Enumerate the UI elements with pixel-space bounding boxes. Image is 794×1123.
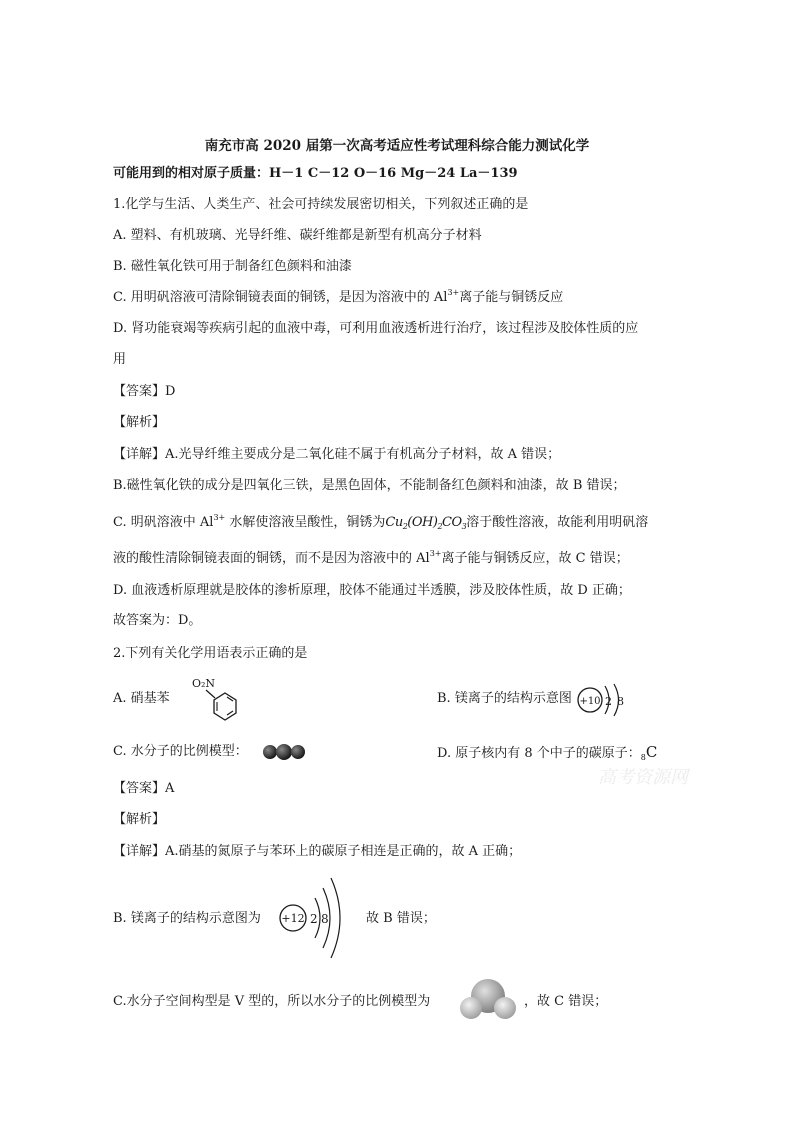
q1-detail-b: B.磁性氧化铁的成分是四氧化三铁，是黑色固体，不能制备红色颜料和油漆，故 B 错误； xyxy=(113,478,626,493)
q2-option-a xyxy=(113,690,170,708)
q2-detail-b-text: B. 镁离子的结构示意图为 xyxy=(113,911,261,926)
charge-sup: 3+ xyxy=(447,288,460,297)
q1-option-b: B. 磁性氧化铁可用于制备红色颜料和油漆 xyxy=(113,259,352,274)
nitrobenzene-structure xyxy=(175,673,245,725)
q2-option-a-text: A. 硝基苯 xyxy=(113,691,170,706)
q2-detail-c-text: C.水分子空间构型是 V 型的，所以水分子的比例模型为 xyxy=(113,994,431,1009)
q1-detail-a: 【详解】A.光导纤维主要成分是二氧化硅不属于有机高分子材料，故 A 错误； xyxy=(113,447,561,462)
q2-detail-b-post: 故 B 错误； xyxy=(366,911,436,926)
q2-option-d-text: D. 原子核内有 8 个中子的碳原子： xyxy=(437,746,641,761)
carbon-symbol: C xyxy=(645,743,658,761)
water-model-v-shape xyxy=(457,976,519,1026)
charge-sup: 3+ xyxy=(429,549,442,558)
shell-2: 8 xyxy=(321,912,329,926)
page-title: 南充市高 2020 届第一次高考适应性考试理科综合能力测试化学 xyxy=(204,138,590,154)
shell-2: 8 xyxy=(617,695,624,708)
nucleus-charge: +12 xyxy=(281,912,305,925)
q2-option-c: C. 水分子的比例模型： xyxy=(113,744,248,759)
q1-option-c xyxy=(113,289,563,307)
detail-c1-pre: C. 明矾溶液中 Al xyxy=(113,515,214,530)
q2-stem: 2.下列有关化学用语表示正确的是 xyxy=(113,646,308,661)
mg-ion-diagram-option xyxy=(575,680,635,720)
atomic-masses: 可能用到的相对原子质量：H－1 C－12 O－16 Mg－24 La－139 xyxy=(113,166,518,181)
mass-number: 8 xyxy=(640,753,646,762)
q1-option-c-post: 离子能与铜锈反应 xyxy=(459,290,564,305)
q1-conclusion: 故答案为：D。 xyxy=(113,613,202,628)
q1-detail-c1 xyxy=(113,514,648,532)
q2-option-d xyxy=(437,743,657,764)
q1-option-d: D. 肾功能衰竭等疾病引起的血液中毒，可利用血液透析进行治疗，该过程涉及胶体性质的应 xyxy=(113,321,639,336)
q1-option-d-cont: 用 xyxy=(113,352,127,367)
cu-formula: $Cu_2(OH)_2CO_3$ xyxy=(385,515,467,531)
mg-ion-diagram-answer xyxy=(277,876,357,960)
charge-sup: 3+ xyxy=(213,513,226,522)
nitro-label: O₂N xyxy=(192,677,216,690)
q1-stem: 1.化学与生活、人类生产、社会可持续发展密切相关，下列叙述正确的是 xyxy=(113,197,529,212)
q2-detail-c-post: ，故 C 错误； xyxy=(524,994,608,1009)
q1-option-a: A. 塑料、有机玻璃、光导纤维、碳纤维都是新型有机高分子材料 xyxy=(113,228,482,243)
q1-detail-c2 xyxy=(113,550,629,568)
detail-c2-post: 离子能与铜锈反应，故 C 错误； xyxy=(441,551,629,566)
q2-detail-a: 【详解】A.硝基的氮原子与苯环上的碳原子相连是正确的，故 A 正确； xyxy=(113,844,522,859)
q2-option-b: B. 镁离子的结构示意图 xyxy=(437,691,572,706)
watermark: 高考资源网 xyxy=(598,767,688,788)
shell-1: 2 xyxy=(605,695,612,708)
nucleus-charge: +10 xyxy=(579,696,601,707)
shell-1: 2 xyxy=(310,912,318,926)
detail-c1-mid: 水解使溶液呈酸性，铜锈为 xyxy=(225,515,386,530)
detail-c1-post: 溶于酸性溶液，故能利用明矾溶 xyxy=(466,515,649,530)
q1-analysis-heading: 【解析】 xyxy=(113,415,166,430)
q1-detail-d: D. 血液透析原理就是胶体的渗析原理，胶体不能通过半透膜，涉及胶体性质，故 D 正确； xyxy=(113,583,631,598)
q2-analysis-heading: 【解析】 xyxy=(113,812,166,827)
q2-answer: 【答案】A xyxy=(113,781,175,796)
detail-c2-pre: 液的酸性清除铜镜表面的铜锈，而不是因为溶液中的 Al xyxy=(113,551,430,566)
water-model-linear xyxy=(260,743,308,761)
q1-answer: 【答案】D xyxy=(113,384,176,399)
q1-option-c-text: C. 用明矾溶液可清除铜镜表面的铜锈，是因为溶液中的 Al xyxy=(113,290,448,305)
